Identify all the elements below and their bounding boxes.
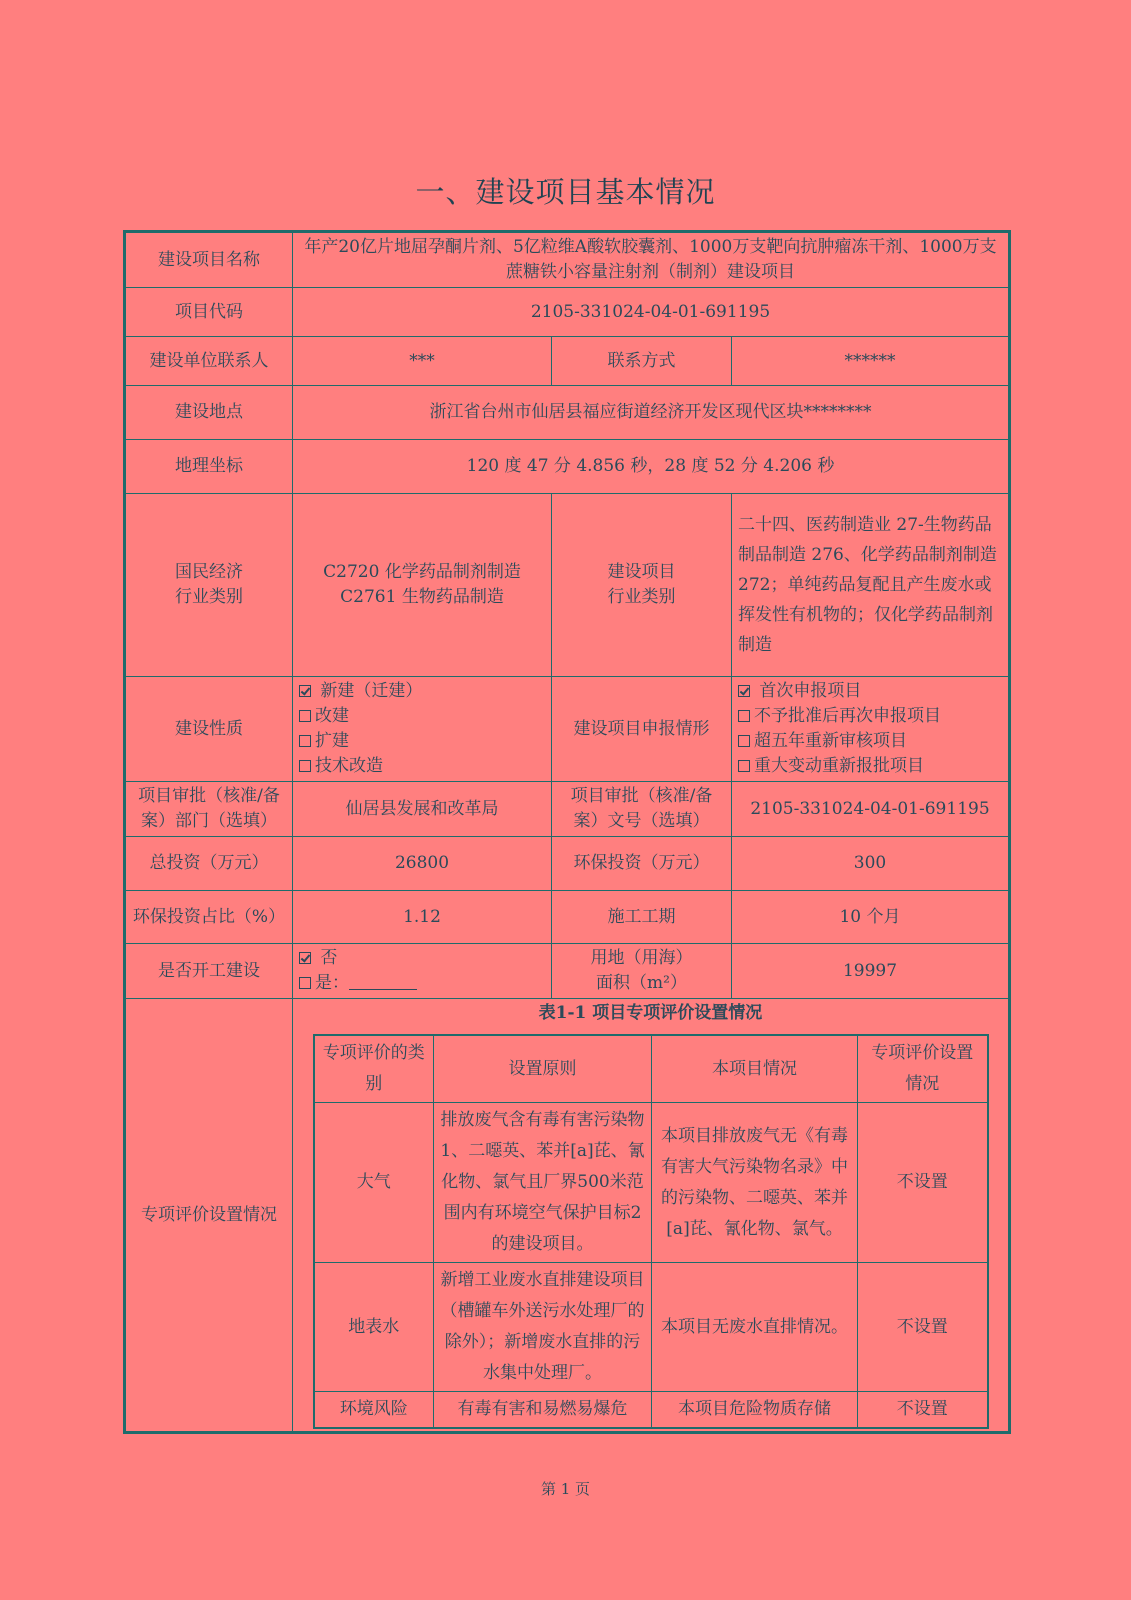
declaration-option[interactable]: 首次申报项目 bbox=[738, 679, 1002, 704]
table-row bbox=[314, 1103, 988, 1263]
econ-category-value: C2720 化学药品制剂制造 C2761 生物药品制造 bbox=[293, 494, 552, 677]
approval-dept-value: 仙居县发展和改革局 bbox=[293, 782, 552, 837]
sub-cell-category: 环境风险 bbox=[314, 1392, 434, 1429]
env-ratio-value: 1.12 bbox=[293, 891, 552, 944]
checkbox-icon[interactable] bbox=[738, 760, 750, 772]
special-content bbox=[293, 999, 1010, 1433]
contact-person-label: 建设单位联系人 bbox=[125, 337, 293, 386]
env-invest-value: 300 bbox=[732, 837, 1010, 891]
declaration-label: 建设项目申报情形 bbox=[552, 677, 732, 782]
checkbox-icon[interactable] bbox=[299, 735, 311, 747]
period-value: 10 个月 bbox=[732, 891, 1010, 944]
declaration-option[interactable]: 不予批准后再次申报项目 bbox=[738, 704, 1002, 729]
sub-cell-category: 地表水 bbox=[314, 1263, 434, 1392]
total-invest-label: 总投资（万元） bbox=[125, 837, 293, 891]
nature-option[interactable]: 改建 bbox=[299, 704, 545, 729]
contact-method-value: ****** bbox=[732, 337, 1010, 386]
coordinates-value: 120 度 47 分 4.856 秒，28 度 52 分 4.206 秒 bbox=[293, 440, 1010, 494]
project-category-value: 二十四、医药制造业 27-生物药品制品制造 276、化学药品制剂制造 272；单纯药品复配且产生废水或挥发性有机物的；仅化学药品制剂制造 bbox=[732, 494, 1010, 677]
env-ratio-label: 环保投资占比（%） bbox=[125, 891, 293, 944]
started-label: 是否开工建设 bbox=[125, 944, 293, 999]
checkbox-icon[interactable] bbox=[299, 760, 311, 772]
sub-cell-setting: 不设置 bbox=[858, 1392, 988, 1429]
table-row bbox=[314, 1263, 988, 1392]
checkbox-checked-icon[interactable] bbox=[299, 685, 311, 697]
basic-info-table bbox=[123, 230, 1011, 1434]
contact-person-value: *** bbox=[293, 337, 552, 386]
declaration-option[interactable]: 重大变动重新报批项目 bbox=[738, 754, 1002, 779]
land-label: 用地（用海） 面积（m²） bbox=[552, 944, 732, 999]
nature-option[interactable]: 新建（迁建） bbox=[299, 679, 545, 704]
env-invest-label: 环保投资（万元） bbox=[552, 837, 732, 891]
page-title: 一、建设项目基本情况 bbox=[415, 175, 716, 209]
started-option-no[interactable]: 否 bbox=[299, 946, 545, 971]
nature-options bbox=[293, 677, 552, 782]
total-invest-value: 26800 bbox=[293, 837, 552, 891]
approval-dept-label: 项目审批（核准/备案）部门（选填） bbox=[125, 782, 293, 837]
approval-no-value: 2105-331024-04-01-691195 bbox=[732, 782, 1010, 837]
table-row bbox=[314, 1392, 988, 1429]
sub-cell-principle: 有毒有害和易燃易爆危 bbox=[434, 1392, 652, 1429]
sub-cell-situation: 本项目危险物质存储 bbox=[652, 1392, 858, 1429]
coordinates-label: 地理坐标 bbox=[125, 440, 293, 494]
nature-option[interactable]: 技术改造 bbox=[299, 754, 545, 779]
checkbox-icon[interactable] bbox=[299, 710, 311, 722]
checkbox-checked-icon[interactable] bbox=[299, 952, 311, 964]
sub-cell-situation: 本项目排放废气无《有毒有害大气污染物名录》中的污染物、二噁英、苯并[a]芘、氰化物、氯气。 bbox=[652, 1103, 858, 1263]
page-number: 第 1 页 bbox=[540, 1480, 591, 1498]
checkbox-icon[interactable] bbox=[738, 710, 750, 722]
special-label: 专项评价设置情况 bbox=[125, 999, 293, 1433]
approval-no-label: 项目审批（核准/备案）文号（选填） bbox=[552, 782, 732, 837]
project-category-label: 建设项目 行业类别 bbox=[552, 494, 732, 677]
subtable-caption: 表1-1 项目专项评价设置情况 bbox=[538, 1003, 763, 1023]
started-options bbox=[293, 944, 552, 999]
sub-cell-principle: 新增工业废水直排建设项目（槽罐车外送污水处理厂的除外）；新增废水直排的污水集中处理厂。 bbox=[434, 1263, 652, 1392]
project-code-value: 2105-331024-04-01-691195 bbox=[293, 288, 1010, 337]
checkbox-icon[interactable] bbox=[738, 735, 750, 747]
econ-category-label: 国民经济 行业类别 bbox=[125, 494, 293, 677]
land-value: 19997 bbox=[732, 944, 1010, 999]
checkbox-icon[interactable] bbox=[299, 977, 311, 989]
checkbox-checked-icon[interactable] bbox=[738, 685, 750, 697]
sub-header-category: 专项评价的类别 bbox=[314, 1035, 434, 1103]
sub-cell-setting: 不设置 bbox=[858, 1263, 988, 1392]
period-label: 施工工期 bbox=[552, 891, 732, 944]
special-eval-table bbox=[313, 1034, 989, 1429]
special-subtable-wrap bbox=[299, 999, 1002, 1431]
declaration-options bbox=[732, 677, 1010, 782]
sub-cell-situation: 本项目无废水直排情况。 bbox=[652, 1263, 858, 1392]
project-name-value: 年产20亿片地屈孕酮片剂、5亿粒维A酸软胶囊剂、1000万支靶向抗肿瘤冻干剂、1000万支蔗糖铁小容量注射剂（制剂）建设项目 bbox=[293, 232, 1010, 288]
sub-cell-setting: 不设置 bbox=[858, 1103, 988, 1263]
started-option-yes[interactable]: 是： bbox=[299, 971, 545, 996]
sub-cell-principle: 排放废气含有毒有害污染物1、二噁英、苯并[a]芘、氰化物、氯气且厂界500米范围内有环境空气保护目标2的建设项目。 bbox=[434, 1103, 652, 1263]
nature-label: 建设性质 bbox=[125, 677, 293, 782]
sub-header-situation: 本项目情况 bbox=[652, 1035, 858, 1103]
sub-header-setting: 专项评价设置情况 bbox=[858, 1035, 988, 1103]
location-value: 浙江省台州市仙居县福应街道经济开发区现代区块******** bbox=[293, 386, 1010, 440]
project-code-label: 项目代码 bbox=[125, 288, 293, 337]
project-name-label: 建设项目名称 bbox=[125, 232, 293, 288]
declaration-option[interactable]: 超五年重新审核项目 bbox=[738, 729, 1002, 754]
location-label: 建设地点 bbox=[125, 386, 293, 440]
blank-line bbox=[349, 973, 417, 990]
sub-cell-category: 大气 bbox=[314, 1103, 434, 1263]
contact-method-label: 联系方式 bbox=[552, 337, 732, 386]
sub-header-principle: 设置原则 bbox=[434, 1035, 652, 1103]
nature-option[interactable]: 扩建 bbox=[299, 729, 545, 754]
